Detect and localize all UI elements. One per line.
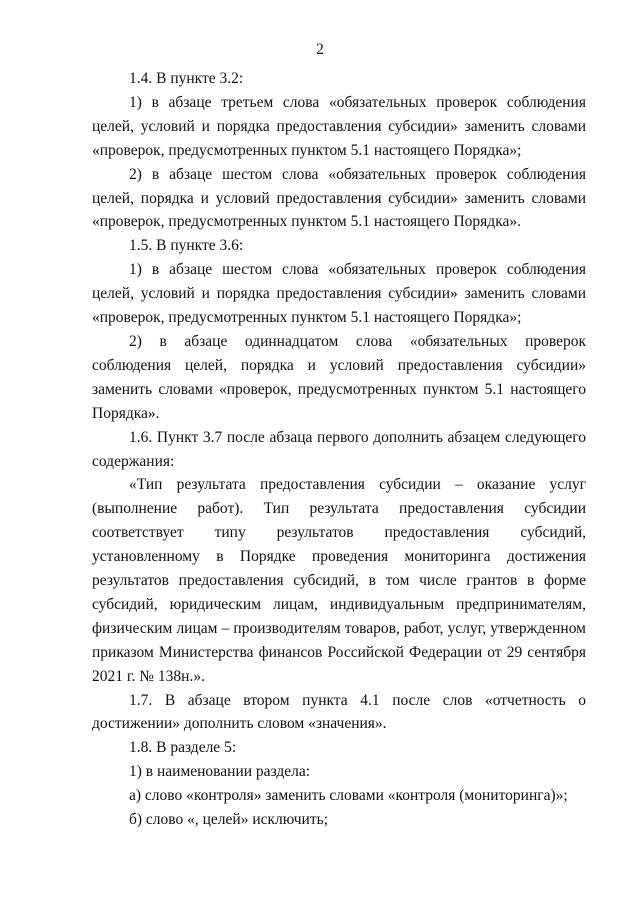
document-body (92, 67, 586, 832)
paragraph-1-4-2: 2) в абзаце шестом слова «обязательных проверок соблюдения целей, порядка и условий предоставления субсидии» заменить словами «проверок, предусмотренных пунктом 5.1 настоящего Порядка». (92, 165, 586, 231)
paragraph-1-6-quote: «Тип результата предоставления субсидии – оказание услуг (выполнение работ). Тип результата предоставления субсидии соответствует типу результатов предоставления субсидий, установленному в Порядке проведения мониторинга достижения результатов предоставления субсидий, в том числе грантов в форме субсидий, юридическим лицам, индивидуальным предпринимателям, физическим лицам – производителям товаров, работ, услуг, утвержденном приказом Министерства финансов Российской Федерации от 29 сентября 2021 г. № 138н.». (92, 476, 586, 685)
paragraph-1-5: 1.5. В пункте 3.6: (129, 237, 244, 255)
paragraph-1-8-1-b: б) слово «, целей» исключить; (129, 811, 329, 829)
paragraph-1-6: 1.6. Пункт 3.7 после абзаца первого дополнить абзацем следующего содержания: (92, 428, 586, 470)
paragraph-1-4-1: 1) в абзаце третьем слова «обязательных проверок соблюдения целей, условий и порядка предоставления субсидии» заменить словами «проверок, предусмотренных пунктом 5.1 настоящего Порядка»; (92, 93, 586, 159)
paragraph-1-8: 1.8. В разделе 5: (129, 739, 237, 757)
page-number: 2 (316, 41, 324, 58)
paragraph-1-7: 1.7. В абзаце втором пункта 4.1 после слов «отчетность о достижении» дополнить словом «значения». (92, 691, 586, 733)
paragraph-1-4: 1.4. В пункте 3.2: (129, 70, 244, 87)
paragraph-1-5-1: 1) в абзаце шестом слова «обязательных проверок соблюдения целей, условий и порядка предоставления субсидии» заменить словами «проверок, предусмотренных пунктом 5.1 настоящего Порядка»; (92, 261, 586, 327)
paragraph-1-8-1-a: а) слово «контроля» заменить словами «контроля (мониторинга)»; (129, 787, 568, 805)
paragraph-1-8-1: 1) в наименовании раздела: (129, 763, 311, 781)
paragraph-1-5-2: 2) в абзаце одиннадцатом слова «обязательных проверок соблюдения целей, порядка и условий предоставления субсидии» заменить словами «проверок, предусмотренных пунктом 5.1 настоящего Порядка». (92, 332, 586, 422)
